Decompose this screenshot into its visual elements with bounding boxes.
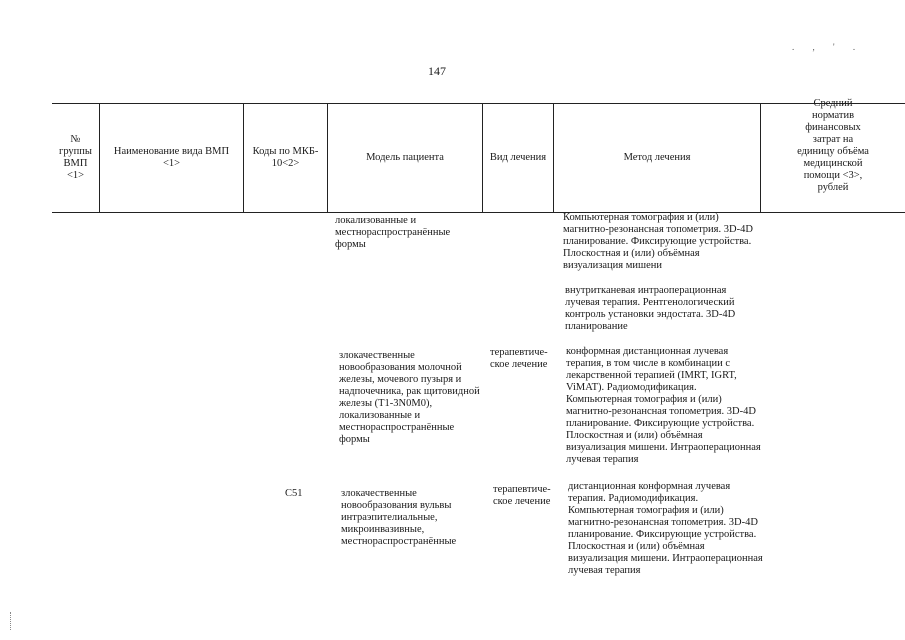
treatment-method-cell: внутритканевая интраоперационная лучевая терапия. Рентгенологический контроль установки эндостата. 3D-4D планирование [565,285,736,332]
patient-model-cell: злокачественные новообразования вульвы интраэпителиальные, микроинвазивные, местнораспространённые [341,488,457,547]
scan-artifact-marks: . , ' . [792,42,864,52]
header-patient-model: Модель пациента [366,152,444,163]
patient-model-cell: злокачественные новообразования молочной железы, мочевого пузыря и надпочечника, рак щитовидной железы (T1-3N0M0), локализованные и местнораспространённые формы [339,350,480,445]
patient-model-cell: локализованные и местнораспространённые формы [335,215,451,250]
header-vmp-name: Наименование вида ВМП <1> [113,146,230,169]
header-group-number: № группы ВМП <1> [59,134,92,181]
treatment-method-cell: Компьютерная томография и (или) магнитно-резонансная топометрия. 3D-4D планирование. Фиксирующие устройства. Плоскостная и (или) объёмная визуализация мишени [563,212,753,271]
header-treatment-type: Вид лечения [489,152,547,163]
treatment-type-cell: терапевтиче- ское лечение [493,484,551,507]
treatment-method-cell: дистанционная конформная лучевая терапия. Радиомодификация. Компьютерная томография и (или) магнитно-резонансная топометрия. 3D-4D планирование. Фиксирующие устройства. Плоскостная и (или) объёмная визуализация мишени. Интраоперационная лучевая терапия [568,481,763,576]
scan-edge-mark [10,612,12,630]
mkb-code-cell: C51 [285,488,303,499]
header-treatment-method: Метод лечения [623,152,691,163]
page-number: 147 [428,64,446,78]
header-mkb-codes: Коды по МКБ- 10<2> [252,146,319,169]
header-cost: Средний норматив финансовых затрат на единицу объёма медицинской помощи <3>, рублей [797,98,869,193]
treatment-method-cell: конформная дистанционная лучевая терапия, в том числе в комбинации с лекарственной терапией (IMRT, IGRT, ViMAT). Радиомодификация. Компьютерная томография и (или) магнитно-резонансная топометрия. 3D-4D планирование. Фиксирующие устройства. Плоскостная и (или) объёмная визуализация мишени. Интраоперационная лучевая терапия [566,346,761,465]
treatment-type-cell: терапевтиче- ское лечение [490,347,548,370]
